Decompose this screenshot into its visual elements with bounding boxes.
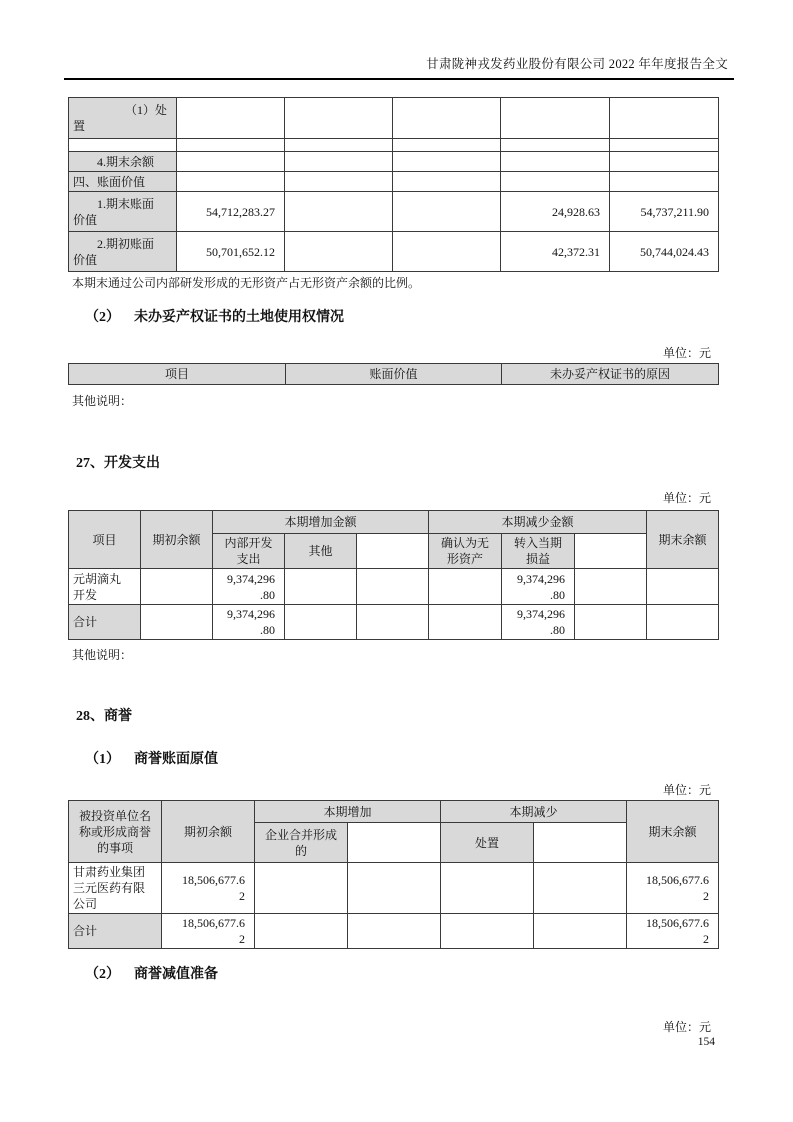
col-header-transfer-pl: 转入当期 损益 [502, 534, 575, 569]
empty-cell [285, 232, 393, 272]
empty-cell [141, 605, 213, 640]
page-number: 154 [697, 1036, 715, 1048]
col-header-closing-balance: 期末余额 [627, 801, 719, 863]
empty-cell [441, 914, 534, 949]
row-label-sanyuan-pharma: 甘肃药业集团 三元医药有限 公司 [69, 863, 162, 914]
empty-cell [610, 98, 719, 139]
empty-cell [357, 534, 429, 569]
empty-cell [501, 98, 610, 139]
empty-cell [393, 139, 501, 152]
col-header-opening-balance: 期初余额 [141, 511, 213, 569]
intangible-assets-table [68, 97, 719, 272]
land-use-rights-table [68, 363, 719, 385]
empty-cell [501, 172, 610, 192]
col-header-internal-dev: 内部开发 支出 [213, 534, 285, 569]
empty-cell [285, 98, 393, 139]
empty-cell [285, 172, 393, 192]
table-row [69, 605, 719, 640]
row-label-total: 合计 [69, 605, 141, 640]
col-header-other: 其他 [285, 534, 357, 569]
col-header-item: 项目 [69, 511, 141, 569]
sanyuan-closing-balance: 18,506,677.6 2 [627, 863, 719, 914]
empty-cell [393, 232, 501, 272]
col-header-business-combination: 企业合并形成 的 [255, 823, 348, 863]
col-header-reason: 未办妥产权证书的原因 [502, 364, 719, 385]
table-header-row [69, 801, 719, 823]
col-group-decrease: 本期减少 [441, 801, 627, 823]
col-header-closing-balance: 期末余额 [647, 511, 719, 569]
page-header-title: 甘肃陇神戎发药业股份有限公司 2022 年年度报告全文 [426, 57, 728, 71]
empty-cell [348, 914, 441, 949]
table-header-row [69, 364, 719, 385]
table-row [69, 232, 719, 272]
empty-cell [348, 863, 441, 914]
empty-cell [534, 823, 627, 863]
table-row [69, 863, 719, 914]
opening-carrying-amount: 50,701,652.12 [177, 232, 285, 272]
empty-cell [393, 98, 501, 139]
closing-carrying-total: 54,737,211.90 [610, 192, 719, 232]
col-header-item: 项目 [69, 364, 286, 385]
col-header-confirmed-intangible: 确认为无 形资产 [429, 534, 502, 569]
empty-cell [285, 152, 393, 172]
heading-land-use-rights [85, 306, 344, 326]
col-group-increase: 本期增加金额 [213, 511, 429, 534]
empty-cell [610, 139, 719, 152]
col-header-carrying-value: 账面价值 [286, 364, 502, 385]
col-header-opening-balance: 期初余额 [162, 801, 255, 863]
closing-carrying-amount: 54,712,283.27 [177, 192, 285, 232]
empty-cell [647, 569, 719, 605]
table-row [69, 192, 719, 232]
empty-cell [357, 605, 429, 640]
other-note: 其他说明： [72, 648, 133, 662]
table-row [69, 98, 719, 139]
empty-cell [429, 605, 502, 640]
empty-cell [534, 914, 627, 949]
empty-cell [534, 863, 627, 914]
empty-cell [575, 605, 647, 640]
table-row [69, 139, 719, 152]
empty-cell [255, 863, 348, 914]
unit-label: 单位：元 [662, 346, 711, 360]
table-row [69, 569, 719, 605]
empty-cell [393, 152, 501, 172]
closing-carrying-col5: 24,928.63 [501, 192, 610, 232]
total-transfer-pl: 9,374,296 .80 [502, 605, 575, 640]
heading-goodwill: 28、商誉 [76, 709, 132, 724]
empty-cell [177, 139, 285, 152]
empty-cell [177, 152, 285, 172]
empty-cell [348, 823, 441, 863]
unit-label: 单位：元 [662, 783, 711, 797]
col-header-disposal: 处置 [441, 823, 534, 863]
empty-cell [501, 139, 610, 152]
row-label-disposal: （1）处 置 [69, 98, 177, 139]
empty-cell [177, 98, 285, 139]
row-label-closing-balance: 4.期末余额 [69, 152, 177, 172]
total-internal-dev: 9,374,296 .80 [213, 605, 285, 640]
empty-cell [177, 172, 285, 192]
goodwill-table [68, 800, 719, 949]
opening-carrying-col5: 42,372.31 [501, 232, 610, 272]
row-label-yuanhu-pill: 元胡滴丸 开发 [69, 569, 141, 605]
heading-number: （1） [85, 752, 120, 767]
header-rule [64, 78, 734, 80]
empty-cell [69, 139, 177, 152]
row-label-opening-carrying: 2.期初账面 价值 [69, 232, 177, 272]
heading-number: （2） [85, 310, 120, 325]
goodwill-total-closing: 18,506,677.6 2 [627, 914, 719, 949]
heading-goodwill-original-value [85, 748, 218, 768]
yuanhu-transfer-pl: 9,374,296 .80 [502, 569, 575, 605]
empty-cell [429, 569, 502, 605]
table-row [69, 152, 719, 172]
table-row [69, 172, 719, 192]
opening-carrying-total: 50,744,024.43 [610, 232, 719, 272]
empty-cell [610, 152, 719, 172]
empty-cell [393, 172, 501, 192]
empty-cell [610, 172, 719, 192]
heading-text: 未办妥产权证书的土地使用权情况 [134, 310, 344, 325]
development-expenditure-table [68, 510, 719, 640]
empty-cell [285, 192, 393, 232]
empty-cell [575, 534, 647, 569]
col-group-increase: 本期增加 [255, 801, 441, 823]
empty-cell [575, 569, 647, 605]
heading-text: 商誉减值准备 [134, 967, 218, 982]
other-note: 其他说明： [72, 394, 133, 408]
table-header-row [69, 511, 719, 534]
heading-goodwill-impairment [85, 963, 218, 983]
sanyuan-opening-balance: 18,506,677.6 2 [162, 863, 255, 914]
intangible-ratio-note: 本期末通过公司内部研发形成的无形资产占无形资产余额的比例。 [72, 276, 421, 290]
row-label-total: 合计 [69, 914, 162, 949]
col-group-decrease: 本期减少金额 [429, 511, 647, 534]
row-label-carrying-value: 四、账面价值 [69, 172, 177, 192]
row-label-closing-carrying: 1.期末账面 价值 [69, 192, 177, 232]
table-row [69, 914, 719, 949]
empty-cell [285, 569, 357, 605]
unit-label: 单位：元 [662, 491, 711, 505]
empty-cell [285, 139, 393, 152]
empty-cell [647, 605, 719, 640]
empty-cell [285, 605, 357, 640]
goodwill-total-opening: 18,506,677.6 2 [162, 914, 255, 949]
empty-cell [501, 152, 610, 172]
empty-cell [357, 569, 429, 605]
yuanhu-internal-dev: 9,374,296 .80 [213, 569, 285, 605]
col-header-investee: 被投资单位名 称或形成商誉 的事项 [69, 801, 162, 863]
heading-text: 商誉账面原值 [134, 752, 218, 767]
heading-development-expenditure: 27、开发支出 [76, 456, 160, 471]
empty-cell [141, 569, 213, 605]
empty-cell [255, 914, 348, 949]
empty-cell [393, 192, 501, 232]
heading-number: （2） [85, 967, 120, 982]
empty-cell [441, 863, 534, 914]
unit-label: 单位：元 [662, 1020, 711, 1034]
